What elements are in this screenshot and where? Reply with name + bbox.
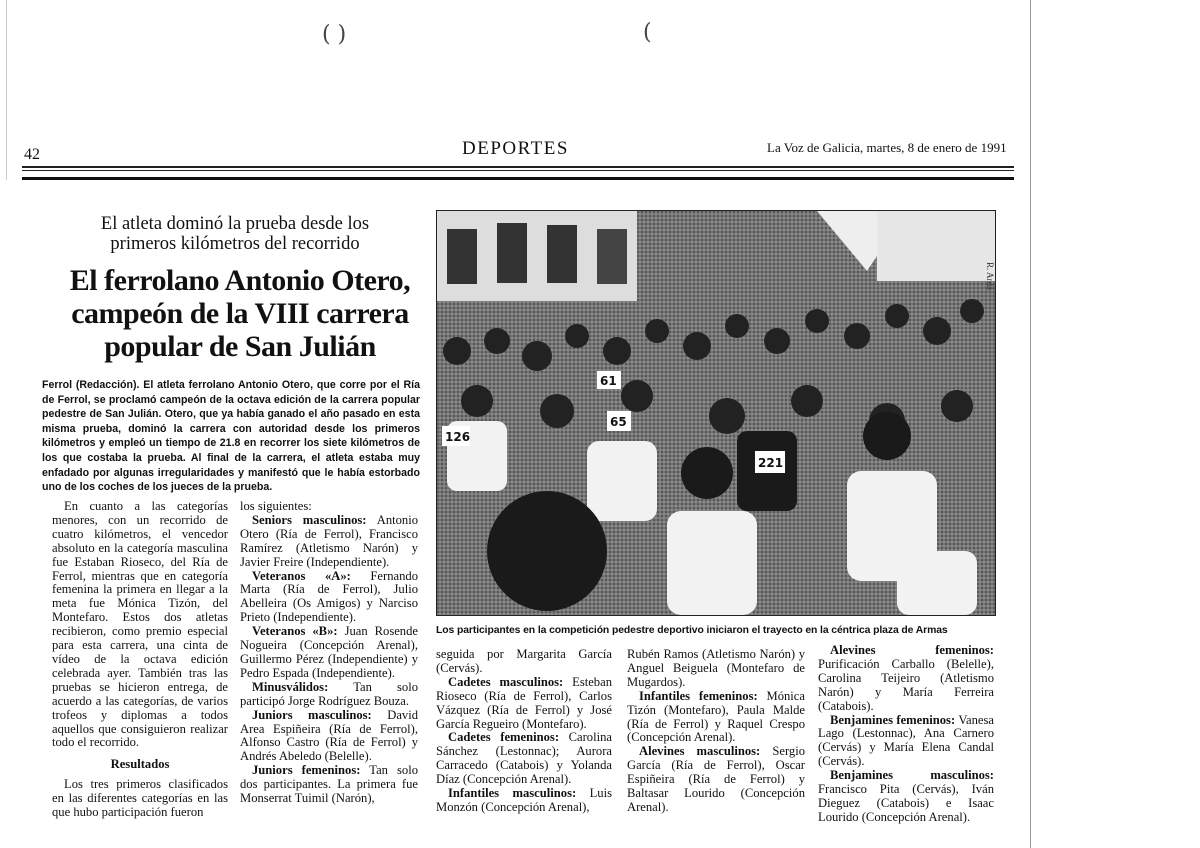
bib-number: 221 [758, 456, 784, 470]
result-text: Tan solo dos participantes. La primera fue Monserrat Tuimil (Narón), [240, 763, 418, 806]
header-rule [22, 166, 1014, 168]
result-entry [240, 625, 418, 681]
photo-credit: R. Ardá [985, 262, 995, 290]
result-text: Tan solo participó Jorge Rodríguez Bouza. [240, 679, 418, 708]
result-text: Vanesa Lago (Lestonnac), Ana Carnero (Cervás) y María Elena Candal (Cervás). [818, 712, 994, 769]
bib-number: 65 [610, 415, 627, 429]
photo-caption: Los participantes en la competición pedestre deportivo iniciaron el trayecto en la céntrica plaza de Armas [436, 625, 948, 636]
masthead-date: La Voz de Galicia, martes, 8 de enero de 1991 [767, 140, 1007, 155]
result-text: Fernando Marta (Ría de Ferrol), Julio Abelleira (Os Amigos) y Narciso Prieto (Independiente). [240, 568, 418, 625]
result-text: Sergio García (Ría de Ferrol), Oscar Espiñeira (Ría de Ferrol) y Baltasar Lourido (Concepción Arenal). [627, 744, 805, 814]
result-text: Esteban Rioseco (Ría de Ferrol), Carlos Vázquez (Ría de Ferrol) y José García Regueiro (Montefaro). [436, 674, 612, 731]
result-entry [240, 681, 418, 709]
headline-line: campeón de la VIII carrera [71, 297, 409, 330]
page-number: 42 [24, 146, 40, 163]
paragraph: Rubén Ramos (Atletismo Narón) y Anguel Beiguela (Montefaro de Mugardos). [627, 647, 805, 689]
subheading: Resultados [110, 757, 170, 772]
kicker-line: El atleta dominó la prueba desde los [100, 214, 370, 234]
paragraph: En cuanto a las categorías menores, con un recorrido de cuatro kilómetros, el vencedor absoluto en la categoría masculina fue Estaban Rioseco, del Ría de Ferrol, mientras que en categoría femenina la primera en llegar a la meta fue Mónica Tizón, del Montefaro. Estos dos atletas recibieron, como premio especial para esta carrera, una cinta de vídeo de la octava edición celebrada ayer. También tras las pruebas se hicieron entrega, de acuerdo a las categorías, de varios trofeos y diplomas a todos aquellos que consiguieron realizar todo el recorrido. [52, 499, 228, 750]
article-column-3 [436, 648, 612, 815]
result-entry [240, 514, 418, 570]
article-column-1 [52, 500, 228, 820]
result-category: Alevines femeninos: [830, 643, 994, 657]
result-text: Purificación Carballo (Belelle), Carolina Teijeiro (Atletismo Narón) y María Ferreira (Catabois). [818, 656, 994, 713]
result-text: Carolina Sánchez (Lestonnac); Aurora Carracedo (Catabois) y Yolanda Díaz (Concepción Arenal). [436, 730, 612, 787]
result-entry [240, 764, 418, 806]
result-entry [627, 690, 805, 746]
result-category: Seniors masculinos: [252, 512, 367, 527]
result-category: Infantiles femeninos: [639, 688, 758, 703]
result-category: Juniors femeninos: [252, 763, 361, 778]
result-text: Luis Monzón (Concepción Arenal), [436, 786, 612, 814]
race-photo-image [437, 211, 995, 615]
result-entry [436, 731, 612, 787]
race-photo [436, 210, 996, 616]
article-lede: Ferrol (Redacción). El atleta ferrolano Antonio Otero, que corre por el Ría de Ferrol, se proclamó campeón de la octava edición de la carrera popular pedestre de San Julián. Otero, que ya había ganado el año pasado en esta misma prueba, dominó la carrera con autoridad desde los primeros kilómetros y empleó un tiempo de 21.8 en recorrer los siete kilómetros de los que costaba la prueba. Al final de la carrera, el atleta estaba muy enfadado por algunas irregularidades y manifestó que le había estorbado uno de los coches de los jueces de la prueba. [42, 379, 420, 494]
result-category: Minusválidos: [252, 679, 329, 694]
result-text: David Area Espiñeira (Ría de Ferrol), Alfonso Castro (Ría de Ferrol) y Andrés Abeledo (Belelle). [240, 707, 418, 764]
kicker-line: primeros kilómetros del recorrido [110, 234, 360, 254]
result-category: Cadetes masculinos: [448, 674, 564, 689]
result-entry [436, 787, 612, 815]
headline-line: popular de San Julián [104, 330, 376, 363]
result-category: Veteranos «A»: [252, 568, 351, 583]
result-category: Benjamines masculinos: [830, 768, 994, 783]
section-title: DEPORTES [462, 138, 569, 159]
result-entry [818, 769, 994, 825]
headline [40, 264, 440, 363]
result-text: Francisco Pita (Cervás), Iván Dieguez (Catabois) e Isaac Lourido (Concepción Arenal). [818, 782, 994, 824]
punch-hole-left: ( ) [322, 22, 347, 47]
paragraph: Los tres primeros clasificados en las diferentes categorías en las que hubo participación fueron [52, 777, 228, 820]
punch-hole-right: ( [643, 20, 652, 45]
result-entry [240, 709, 418, 765]
headline-line: El ferrolano Antonio Otero, [69, 264, 411, 297]
result-category: Cadetes femeninos: [448, 730, 560, 745]
result-text: Mónica Tizón (Montefaro), Paula Malde (Ría de Ferrol) y Raquel Crespo (Concepción Arenal). [627, 688, 805, 745]
result-text: Juan Rosende Nogueira (Concepción Arenal), Guillermo Pérez (Independiente) y Pedro Espada (Independiente). [240, 624, 418, 680]
result-text: Antonio Otero (Ría de Ferrol), Francisco Ramírez (Atletismo Narón) y Javier Freire (Independiente). [240, 512, 418, 569]
article-column-4 [627, 648, 805, 815]
paragraph: seguida por Margarita García (Cervás). [436, 647, 612, 675]
kicker [40, 214, 430, 254]
article-column-5 [818, 644, 994, 825]
paragraph: los siguientes: [240, 499, 312, 513]
result-category: Benjamines femeninos: [830, 712, 956, 727]
result-entry [436, 676, 612, 732]
result-entry [627, 745, 805, 815]
scan-margin-line [6, 0, 7, 180]
header-rule-thin [22, 170, 1014, 171]
result-entry [818, 644, 994, 714]
result-category: Alevines masculinos: [639, 744, 761, 759]
header-rule-thick [22, 177, 1014, 180]
article-column-2 [240, 500, 418, 806]
scan-edge-line [1030, 0, 1031, 848]
bib-number: 126 [445, 430, 471, 444]
result-entry [818, 714, 994, 770]
bib-number: 61 [600, 374, 617, 388]
result-category: Infantiles masculinos: [448, 786, 577, 801]
result-entry [240, 570, 418, 626]
result-category: Juniors masculinos: [252, 707, 372, 722]
result-category: Veteranos «B»: [252, 624, 338, 639]
